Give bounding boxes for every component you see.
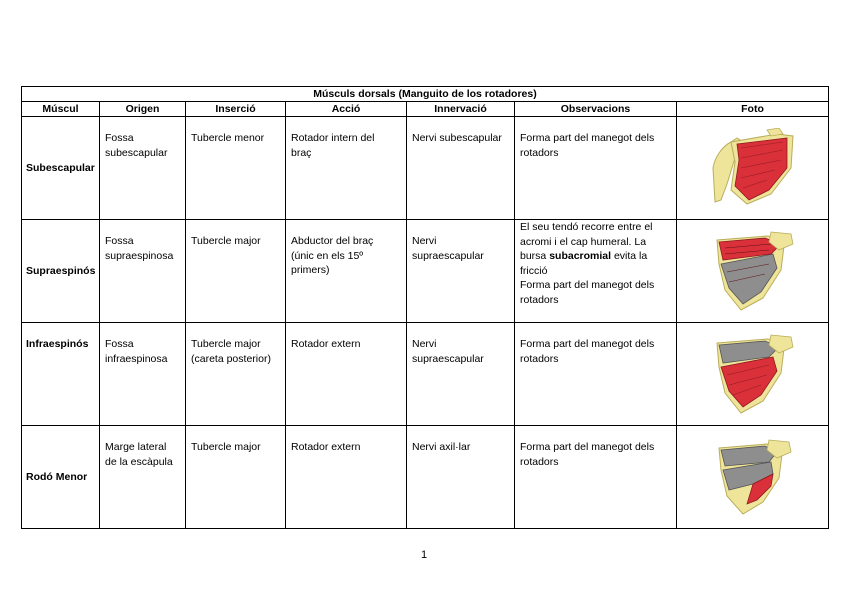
infraspinatus-illustration (711, 333, 795, 415)
observations-line: acromi i el cap humeral. La (520, 235, 647, 248)
action-line: Rotador intern del (291, 132, 375, 144)
innervation-cell (407, 426, 515, 529)
action-line: Abductor del braç (291, 235, 374, 247)
innervation-line: Nervi (412, 235, 437, 247)
header-muscle: Múscul (22, 102, 100, 117)
action-line: (únic en els 15º (291, 249, 364, 262)
innervation-line: supraescapular (412, 249, 484, 262)
table-row (22, 426, 829, 529)
origin-line: infraespinosa (105, 352, 168, 365)
observations-line: rotadors (520, 352, 559, 365)
insertion-cell (186, 117, 286, 220)
observations-line: Forma part del manegot dels (520, 132, 655, 144)
origin-cell (100, 117, 186, 220)
origin-cell (100, 426, 186, 529)
muscle-name: Rodó Menor (22, 426, 100, 529)
subscapularis-illustration (707, 128, 799, 208)
innervation-line: Nervi axil·lar (412, 441, 471, 453)
observations-line: fricció (520, 264, 548, 277)
table-header-row (22, 102, 829, 117)
table-row (22, 323, 829, 426)
muscle-name: Supraespinós (22, 220, 100, 323)
observations-cell (515, 117, 677, 220)
observations-line: Forma part del manegot dels (520, 338, 655, 350)
header-observations: Observacions (515, 102, 677, 117)
photo-cell (677, 323, 829, 426)
observations-line: Forma part del manegot dels (520, 279, 655, 292)
origin-line: supraespinosa (105, 249, 174, 262)
table-title: Músculs dorsals (Manguito de los rotadores) (22, 87, 829, 102)
header-photo: Foto (677, 102, 829, 117)
insertion-cell (186, 220, 286, 323)
header-insertion: Inserció (186, 102, 286, 117)
insertion-line: Tubercle menor (191, 132, 265, 144)
rotator-cuff-table (21, 86, 829, 529)
origin-line: Fossa (105, 338, 134, 350)
observations-cell (515, 426, 677, 529)
photo-cell (677, 220, 829, 323)
observations-line: rotadors (520, 293, 559, 306)
header-action: Acció (286, 102, 407, 117)
origin-cell (100, 220, 186, 323)
observations-line: rotadors (520, 146, 559, 159)
origin-line: Fossa (105, 235, 134, 247)
observations-cell (515, 220, 677, 323)
table-row (22, 220, 829, 323)
action-line: Rotador extern (291, 338, 361, 350)
teres-minor-illustration (713, 438, 793, 516)
innervation-line: Nervi subescapular (412, 132, 502, 144)
observations-line: Forma part del manegot dels (520, 441, 655, 453)
action-cell (286, 117, 407, 220)
observations-line: El seu tendó recorre entre el (520, 221, 653, 233)
origin-line: de la escàpula (105, 455, 173, 468)
table-title-row (22, 87, 829, 102)
innervation-cell (407, 117, 515, 220)
muscle-name: Subescapular (22, 117, 100, 220)
insertion-line: Tubercle major (191, 235, 261, 247)
header-innervation: Innervació (407, 102, 515, 117)
action-line: Rotador extern (291, 441, 361, 453)
insertion-line: Tubercle major (191, 338, 261, 350)
innervation-line: Nervi (412, 338, 437, 350)
observations-cell (515, 323, 677, 426)
origin-line: Marge lateral (105, 441, 167, 453)
header-origin: Origen (100, 102, 186, 117)
observations-line (520, 249, 671, 264)
photo-cell (677, 117, 829, 220)
photo-cell (677, 426, 829, 529)
muscle-name: Infraespinós (22, 323, 100, 426)
observations-line: rotadors (520, 455, 559, 468)
observations-text: evita la (611, 250, 648, 263)
table-row (22, 117, 829, 220)
innervation-cell (407, 323, 515, 426)
supraspinatus-illustration (711, 230, 795, 312)
observations-bold-term: subacromial (549, 250, 612, 263)
insertion-line: Tubercle major (191, 441, 261, 453)
origin-cell (100, 323, 186, 426)
insertion-line: (careta posterior) (191, 352, 271, 365)
innervation-line: supraescapular (412, 352, 484, 365)
origin-line: Fossa (105, 132, 134, 144)
page-number: 1 (420, 549, 428, 561)
insertion-cell (186, 426, 286, 529)
action-line: primers) (291, 264, 330, 277)
innervation-cell (407, 220, 515, 323)
action-cell (286, 220, 407, 323)
action-cell (286, 426, 407, 529)
action-cell (286, 323, 407, 426)
insertion-cell (186, 323, 286, 426)
observations-text: bursa (520, 250, 550, 263)
action-line: braç (291, 146, 312, 159)
origin-line: subescapular (105, 146, 168, 159)
